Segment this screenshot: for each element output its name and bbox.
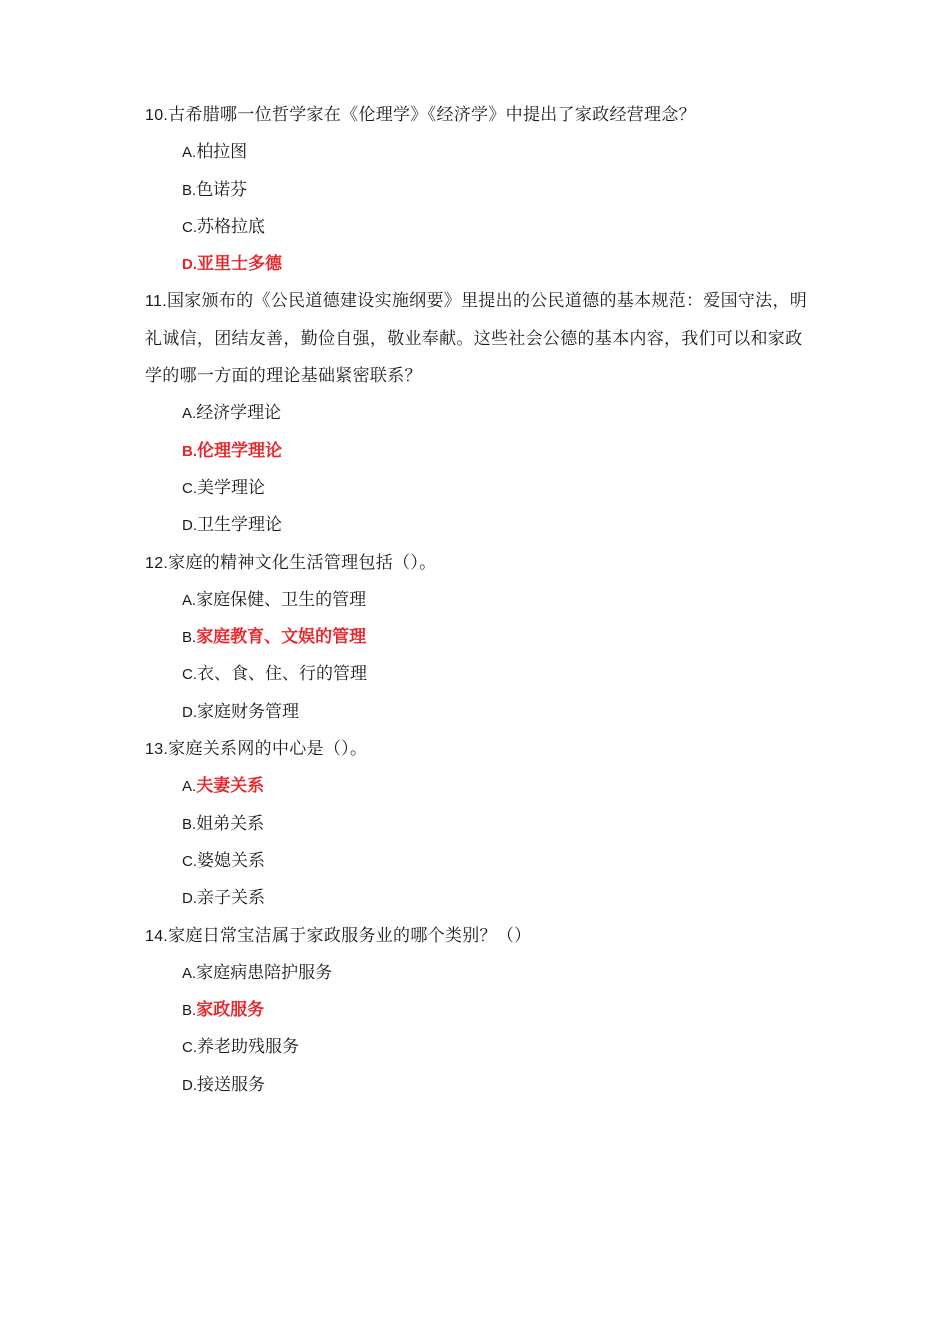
question-list: [145, 97, 810, 1104]
correct-option: [145, 619, 810, 656]
question-stem: 家庭日常宝洁属于家政服务业的哪个类别？（）: [168, 925, 532, 946]
option-label: A.: [182, 144, 197, 162]
option-text: 亲子关系: [197, 888, 265, 909]
option-label: A.: [182, 778, 197, 796]
question-stem: 国家颁布的《公民道德建设实施纲要》里提出的公民道德的基本规范：爱国守法，明礼诚信，团结友善，勤俭自强，敬业奉献。这些社会公德的基本内容，我们可以和家政学的哪一方面的理论基础紧密联系？: [145, 291, 808, 387]
option-label: A.: [182, 964, 197, 982]
option-list: [145, 768, 810, 917]
correct-option: [145, 246, 810, 283]
option-text: 色诺芬: [196, 179, 248, 200]
answer-option: [145, 843, 810, 880]
answer-option: [145, 656, 810, 693]
answer-option: [145, 955, 810, 992]
answer-option: [145, 507, 810, 544]
option-text: 家庭财务管理: [197, 701, 299, 722]
question-item: [145, 283, 810, 544]
option-label: C.: [182, 666, 197, 684]
option-label: D.: [182, 256, 197, 274]
question-text: [145, 731, 810, 768]
answer-option: [145, 694, 810, 731]
option-label: D.: [182, 703, 197, 721]
option-list: [145, 955, 810, 1104]
option-label: A.: [182, 405, 197, 423]
option-text: 家庭保健、卫生的管理: [196, 589, 367, 610]
answer-option: [145, 582, 810, 619]
question-text: [145, 918, 810, 955]
question-number: 11.: [145, 293, 167, 311]
option-text: 经济学理论: [196, 403, 282, 424]
question-number: 14.: [145, 927, 169, 945]
option-text: 婆媳关系: [197, 850, 265, 871]
correct-option: [145, 433, 810, 470]
option-text: 家庭教育、文娱的管理: [196, 627, 367, 648]
question-text: [145, 97, 810, 134]
question-stem: 家庭的精神文化生活管理包括（）。: [168, 552, 437, 573]
question-text: [145, 283, 810, 395]
question-number: 10.: [145, 107, 169, 124]
option-label: A.: [182, 591, 197, 609]
answer-option: [145, 1029, 810, 1066]
option-text: 养老助残服务: [197, 1037, 299, 1058]
question-item: [145, 918, 810, 1104]
option-text: 夫妻关系: [196, 776, 265, 797]
option-list: [145, 582, 810, 731]
question-item: [145, 97, 810, 283]
question-number: 13.: [145, 741, 169, 759]
option-label: B.: [182, 1002, 197, 1020]
option-text: 家庭病患陪护服务: [196, 962, 333, 983]
option-text: 亚里士多德: [197, 254, 282, 275]
question-stem: 家庭关系网的中心是（）。: [168, 739, 368, 760]
correct-option: [145, 992, 810, 1029]
question-stem: 古希腊哪一位哲学家在《伦理学》《经济学》中提出了家政经营理念？: [168, 105, 696, 125]
option-text: 接送服务: [197, 1074, 265, 1095]
answer-option: [145, 880, 810, 917]
option-label: C.: [182, 852, 197, 870]
correct-option: [145, 768, 810, 805]
option-text: 家政服务: [196, 1000, 265, 1021]
option-text: 美学理论: [197, 477, 265, 498]
answer-option: [145, 1067, 810, 1104]
option-label: B.: [182, 815, 197, 833]
option-label: C.: [182, 479, 197, 497]
option-text: 柏拉图: [196, 142, 248, 163]
option-list: [145, 134, 810, 283]
option-label: C.: [182, 218, 197, 236]
answer-option: [145, 209, 810, 246]
option-label: B.: [182, 181, 197, 199]
option-label: C.: [182, 1039, 197, 1057]
option-label: B.: [182, 629, 197, 647]
answer-option: [145, 470, 810, 507]
question-item: [145, 545, 810, 731]
question-number: 12.: [145, 554, 169, 572]
answer-option: [145, 806, 810, 843]
option-label: D.: [182, 517, 197, 535]
option-list: [145, 395, 810, 544]
option-text: 卫生学理论: [197, 515, 282, 536]
option-text: 姐弟关系: [196, 813, 265, 834]
question-text: [145, 545, 810, 582]
option-label: B.: [182, 442, 197, 460]
option-label: D.: [182, 890, 197, 908]
option-text: 伦理学理论: [197, 440, 282, 461]
option-label: D.: [182, 1076, 197, 1094]
answer-option: [145, 395, 810, 432]
answer-option: [145, 134, 810, 171]
question-item: [145, 731, 810, 917]
option-text: 衣、食、住、行的管理: [197, 664, 367, 685]
answer-option: [145, 172, 810, 209]
option-text: 苏格拉底: [197, 216, 265, 237]
